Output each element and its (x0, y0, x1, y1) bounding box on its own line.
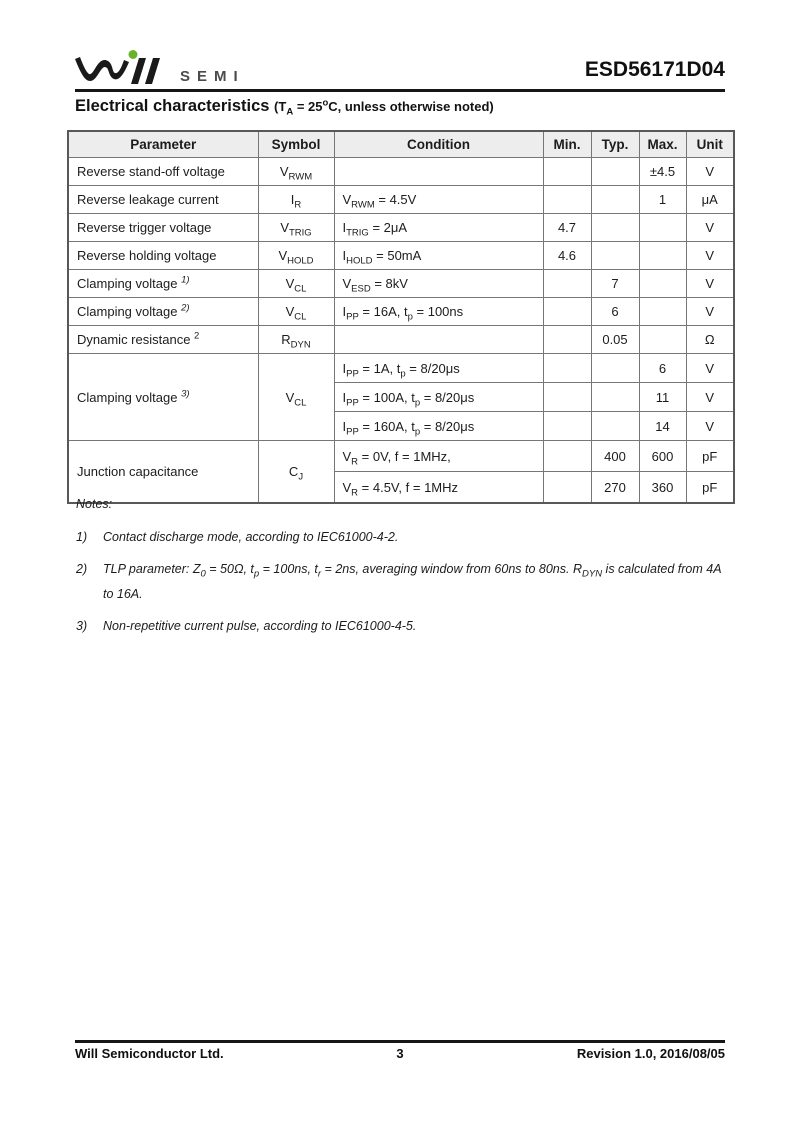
unit-cell: μA (686, 186, 734, 214)
table-row (68, 158, 734, 186)
table-row (68, 186, 734, 214)
min-cell (543, 412, 591, 441)
note-item (76, 614, 728, 639)
logo-green-dot (129, 50, 138, 59)
table-row (68, 326, 734, 354)
parameter-cell: Reverse holding voltage (68, 242, 258, 270)
note-text: Contact discharge mode, according to IEC61000-4-2. (103, 530, 399, 544)
condition-cell (334, 158, 543, 186)
typ-cell: 6 (591, 298, 639, 326)
symbol-cell: $R_{DYN}$ (258, 326, 334, 354)
brand-logo (73, 48, 393, 92)
typ-cell (591, 412, 639, 441)
table-row (68, 270, 734, 298)
min-cell (543, 383, 591, 412)
max-cell (639, 214, 686, 242)
min-cell (543, 298, 591, 326)
condition-cell: $I_{HOLD} = 50mA$ (334, 242, 543, 270)
parameter-cell: Clamping voltage $^{2)}$ (68, 298, 258, 326)
table-header-cell: Unit (686, 131, 734, 158)
symbol-cell: $C_J$ (258, 441, 334, 504)
unit-cell: V (686, 298, 734, 326)
symbol-cell: $V_{RWM}$ (258, 158, 334, 186)
max-cell (639, 242, 686, 270)
symbol-cell: $V_{TRIG}$ (258, 214, 334, 242)
note-number: 3) (76, 619, 88, 633)
parameter-cell: Dynamic resistance $^2$ (68, 326, 258, 354)
typ-cell (591, 214, 639, 242)
note-item (76, 557, 728, 607)
will-semi-logo-icon (73, 50, 173, 92)
condition-cell (334, 326, 543, 354)
notes-label: Notes: (76, 497, 113, 511)
note-number: 2) (76, 562, 88, 576)
table-row (68, 354, 734, 383)
table-header-cell: Min. (543, 131, 591, 158)
condition-cell: $V_R = 4.5V$, f = 1MHz (334, 472, 543, 504)
min-cell: 4.7 (543, 214, 591, 242)
typ-cell (591, 383, 639, 412)
part-number: ESD56171D04 (584, 58, 725, 81)
max-cell: 360 (639, 472, 686, 504)
page-title-main: Electrical characteristics (75, 97, 275, 115)
footer-rule (75, 1040, 725, 1043)
table-header-cell: Max. (639, 131, 686, 158)
footer (75, 1046, 725, 1061)
min-cell (543, 158, 591, 186)
unit-cell: V (686, 383, 734, 412)
max-cell: ±4.5 (639, 158, 686, 186)
unit-cell: pF (686, 441, 734, 472)
footer-revision: Revision 1.0, 2016/08/05 (576, 1046, 725, 1061)
condition-cell: $I_{PP} = 16A$, $t_p = 100ns$ (334, 298, 543, 326)
parameter-cell: Clamping voltage $^{3)}$ (68, 354, 258, 441)
min-cell (543, 354, 591, 383)
parameter-cell: Junction capacitance (68, 441, 258, 504)
symbol-cell: $V_{CL}$ (258, 270, 334, 298)
condition-cell: $V_{RWM} = 4.5V$ (334, 186, 543, 214)
typ-cell (591, 354, 639, 383)
table-header-cell: Typ. (591, 131, 639, 158)
condition-cell: $I_{PP} = 160A$, $t_p = 8/20\mu s$ (334, 412, 543, 441)
parameter-cell: Reverse trigger voltage (68, 214, 258, 242)
note-text: Non-repetitive current pulse, according to IEC61000-4-5. (103, 619, 417, 633)
max-cell (639, 270, 686, 298)
max-cell: 1 (639, 186, 686, 214)
condition-cell: $I_{TRIG} = 2\mu A$ (334, 214, 543, 242)
max-cell (639, 298, 686, 326)
logo-wordmark: SEMI (180, 68, 245, 85)
symbol-cell: $V_{HOLD}$ (258, 242, 334, 270)
unit-cell: V (686, 214, 734, 242)
typ-cell: 0.05 (591, 326, 639, 354)
typ-cell (591, 242, 639, 270)
footer-company: Will Semiconductor Ltd. (75, 1046, 224, 1061)
note-text: TLP parameter: $Z_0 = 50\Omega$, $t_p = 100ns$, $t_r = 2ns$, averaging window from 60ns to 80ns. $R_{DYN}$ is calculated from 4A to 16A. (103, 562, 722, 601)
min-cell (543, 326, 591, 354)
min-cell (543, 441, 591, 472)
max-cell: 6 (639, 354, 686, 383)
symbol-cell: $V_{CL}$ (258, 354, 334, 441)
unit-cell: pF (686, 472, 734, 504)
ec-table (67, 130, 735, 504)
parameter-cell: Clamping voltage $^{1)}$ (68, 270, 258, 298)
note-item (76, 525, 728, 550)
min-cell (543, 186, 591, 214)
parameter-cell: Reverse stand-off voltage (68, 158, 258, 186)
ec-table-wrap (67, 130, 735, 504)
max-cell: 11 (639, 383, 686, 412)
typ-cell: 7 (591, 270, 639, 298)
parameter-cell: Reverse leakage current (68, 186, 258, 214)
table-row (68, 214, 734, 242)
table-row (68, 441, 734, 472)
max-cell (639, 326, 686, 354)
footer-page-number: 3 (396, 1046, 404, 1061)
unit-cell: V (686, 158, 734, 186)
condition-cell: $I_{PP} = 100A$, $t_p = 8/20\mu s$ (334, 383, 543, 412)
page-title (75, 97, 494, 116)
max-cell: 600 (639, 441, 686, 472)
unit-cell: Ω (686, 326, 734, 354)
max-cell: 14 (639, 412, 686, 441)
table-row (68, 298, 734, 326)
page-title-condition: ($T_A = 25^oC$, unless otherwise noted) (274, 97, 494, 118)
table-row (68, 242, 734, 270)
unit-cell: V (686, 412, 734, 441)
header-row (68, 131, 734, 158)
header-rule (75, 89, 725, 92)
unit-cell: V (686, 354, 734, 383)
typ-cell: 400 (591, 441, 639, 472)
unit-cell: V (686, 270, 734, 298)
table-header-cell: Symbol (258, 131, 334, 158)
symbol-cell: $I_R$ (258, 186, 334, 214)
table-header-cell: Condition (334, 131, 543, 158)
condition-cell: $V_{ESD} = 8kV$ (334, 270, 543, 298)
typ-cell (591, 186, 639, 214)
condition-cell: $V_R = 0V$, f = 1MHz, (334, 441, 543, 472)
typ-cell: 270 (591, 472, 639, 504)
min-cell (543, 270, 591, 298)
ec-table-head (68, 131, 734, 158)
symbol-cell: $V_{CL}$ (258, 298, 334, 326)
ec-table-body (68, 158, 734, 504)
min-cell: 4.6 (543, 242, 591, 270)
table-header-cell: Parameter (68, 131, 258, 158)
note-number: 1) (76, 530, 88, 544)
condition-cell: $I_{PP} = 1A$, $t_p = 8/20\mu s$ (334, 354, 543, 383)
typ-cell (591, 158, 639, 186)
unit-cell: V (686, 242, 734, 270)
notes-section (76, 497, 728, 646)
